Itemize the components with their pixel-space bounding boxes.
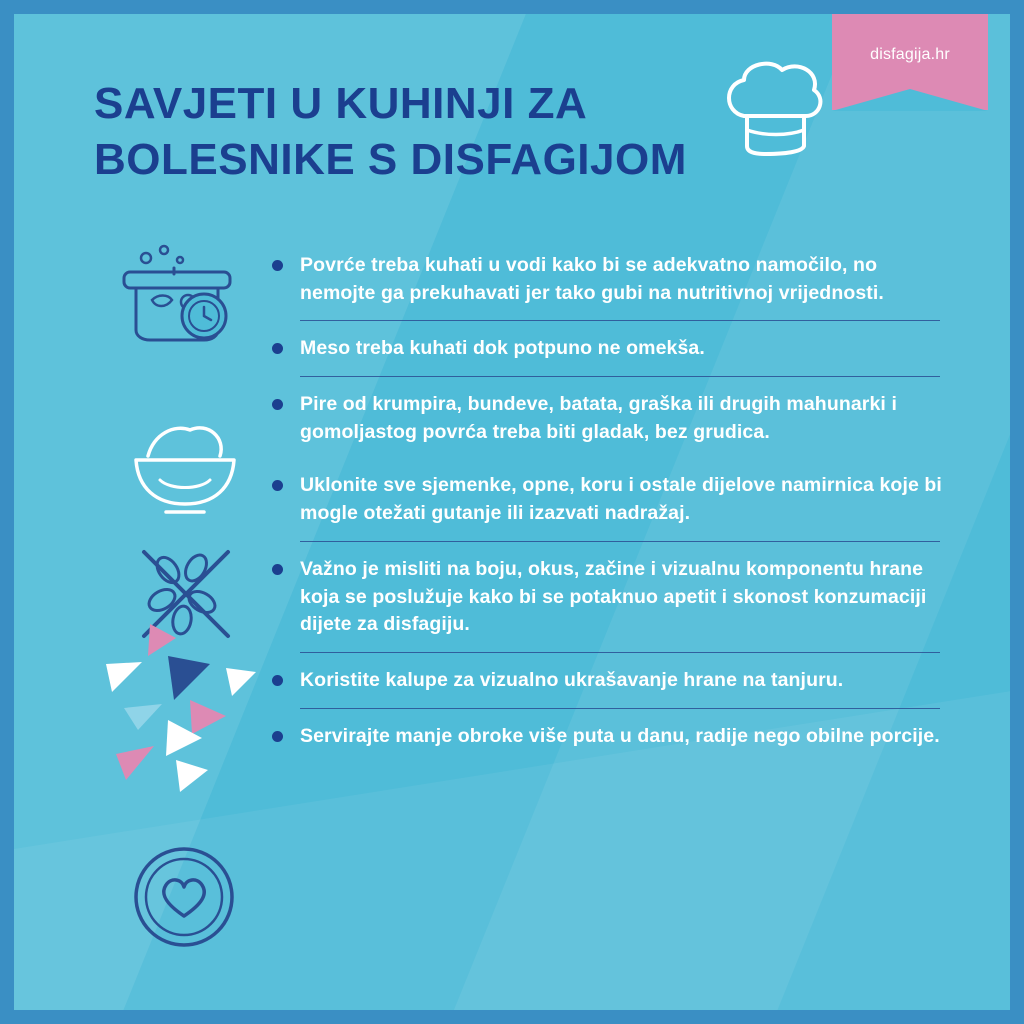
brand-ribbon-label: disfagija.hr <box>870 46 950 63</box>
list-spacer <box>272 446 948 472</box>
list-item-label: Važno je misliti na boju, okus, začine i vizualnu komponentu hrane koja se poslužuje kako bi se potaknuo apetit i skonost konzumaciji dijete za disfagiju. <box>300 557 927 636</box>
list-divider <box>300 376 940 377</box>
list-item-label: Meso treba kuhati dok potpuno ne omekša. <box>300 337 705 360</box>
bullet-icon <box>272 480 283 491</box>
list-divider <box>300 320 940 321</box>
chef-hat-icon <box>714 54 834 169</box>
list-item <box>272 472 948 527</box>
bullet-icon <box>272 731 283 742</box>
heart-plate-icon <box>126 842 246 957</box>
list-item <box>272 723 948 751</box>
cooking-pot-timer-icon <box>118 242 248 372</box>
list-item <box>272 252 948 307</box>
bullet-icon <box>272 675 283 686</box>
bullet-icon <box>272 564 283 575</box>
mashed-potato-bowl-icon <box>126 412 246 527</box>
list-item <box>272 667 948 695</box>
confetti-burst-decoration <box>50 604 300 839</box>
list-divider <box>300 541 940 542</box>
list-item <box>272 556 948 639</box>
tips-list <box>272 252 948 750</box>
bullet-icon <box>272 399 283 410</box>
list-item-label: Povrće treba kuhati u vodi kako bi se adekvatno namočilo, no nemojte ga prekuhavati jer tako gubi na nutritivnoj vrijednosti. <box>300 254 884 304</box>
title-line-2: BOLESNIKE S DISFAGIJOM <box>94 135 687 185</box>
list-item-label: Servirajte manje obroke više puta u danu, radije nego obilne porcije. <box>300 724 940 747</box>
list-item <box>272 335 948 363</box>
list-divider <box>300 708 940 709</box>
title-line-1: SAVJETI U KUHINJI ZA <box>94 79 588 128</box>
bullet-icon <box>272 260 283 271</box>
brand-ribbon <box>832 14 988 110</box>
poster-panel <box>14 14 1010 1010</box>
list-item-label: Uklonite sve sjemenke, opne, koru i ostale dijelove namirnica koje bi mogle otežati gutanje ili izazvati nadražaj. <box>300 474 942 525</box>
ribbon-notch <box>832 89 988 111</box>
bullet-icon <box>272 343 283 354</box>
list-item-label: Koristite kalupe za vizualno ukrašavanje hrane na tanjuru. <box>300 668 844 691</box>
side-icon-column <box>110 14 260 1010</box>
list-item <box>272 391 948 446</box>
list-divider <box>300 652 940 653</box>
list-item-label: Pire od krumpira, bundeve, batata, graška ili drugih mahunarki i gomoljastog povrća treba biti gladak, bez grudica. <box>300 393 897 443</box>
